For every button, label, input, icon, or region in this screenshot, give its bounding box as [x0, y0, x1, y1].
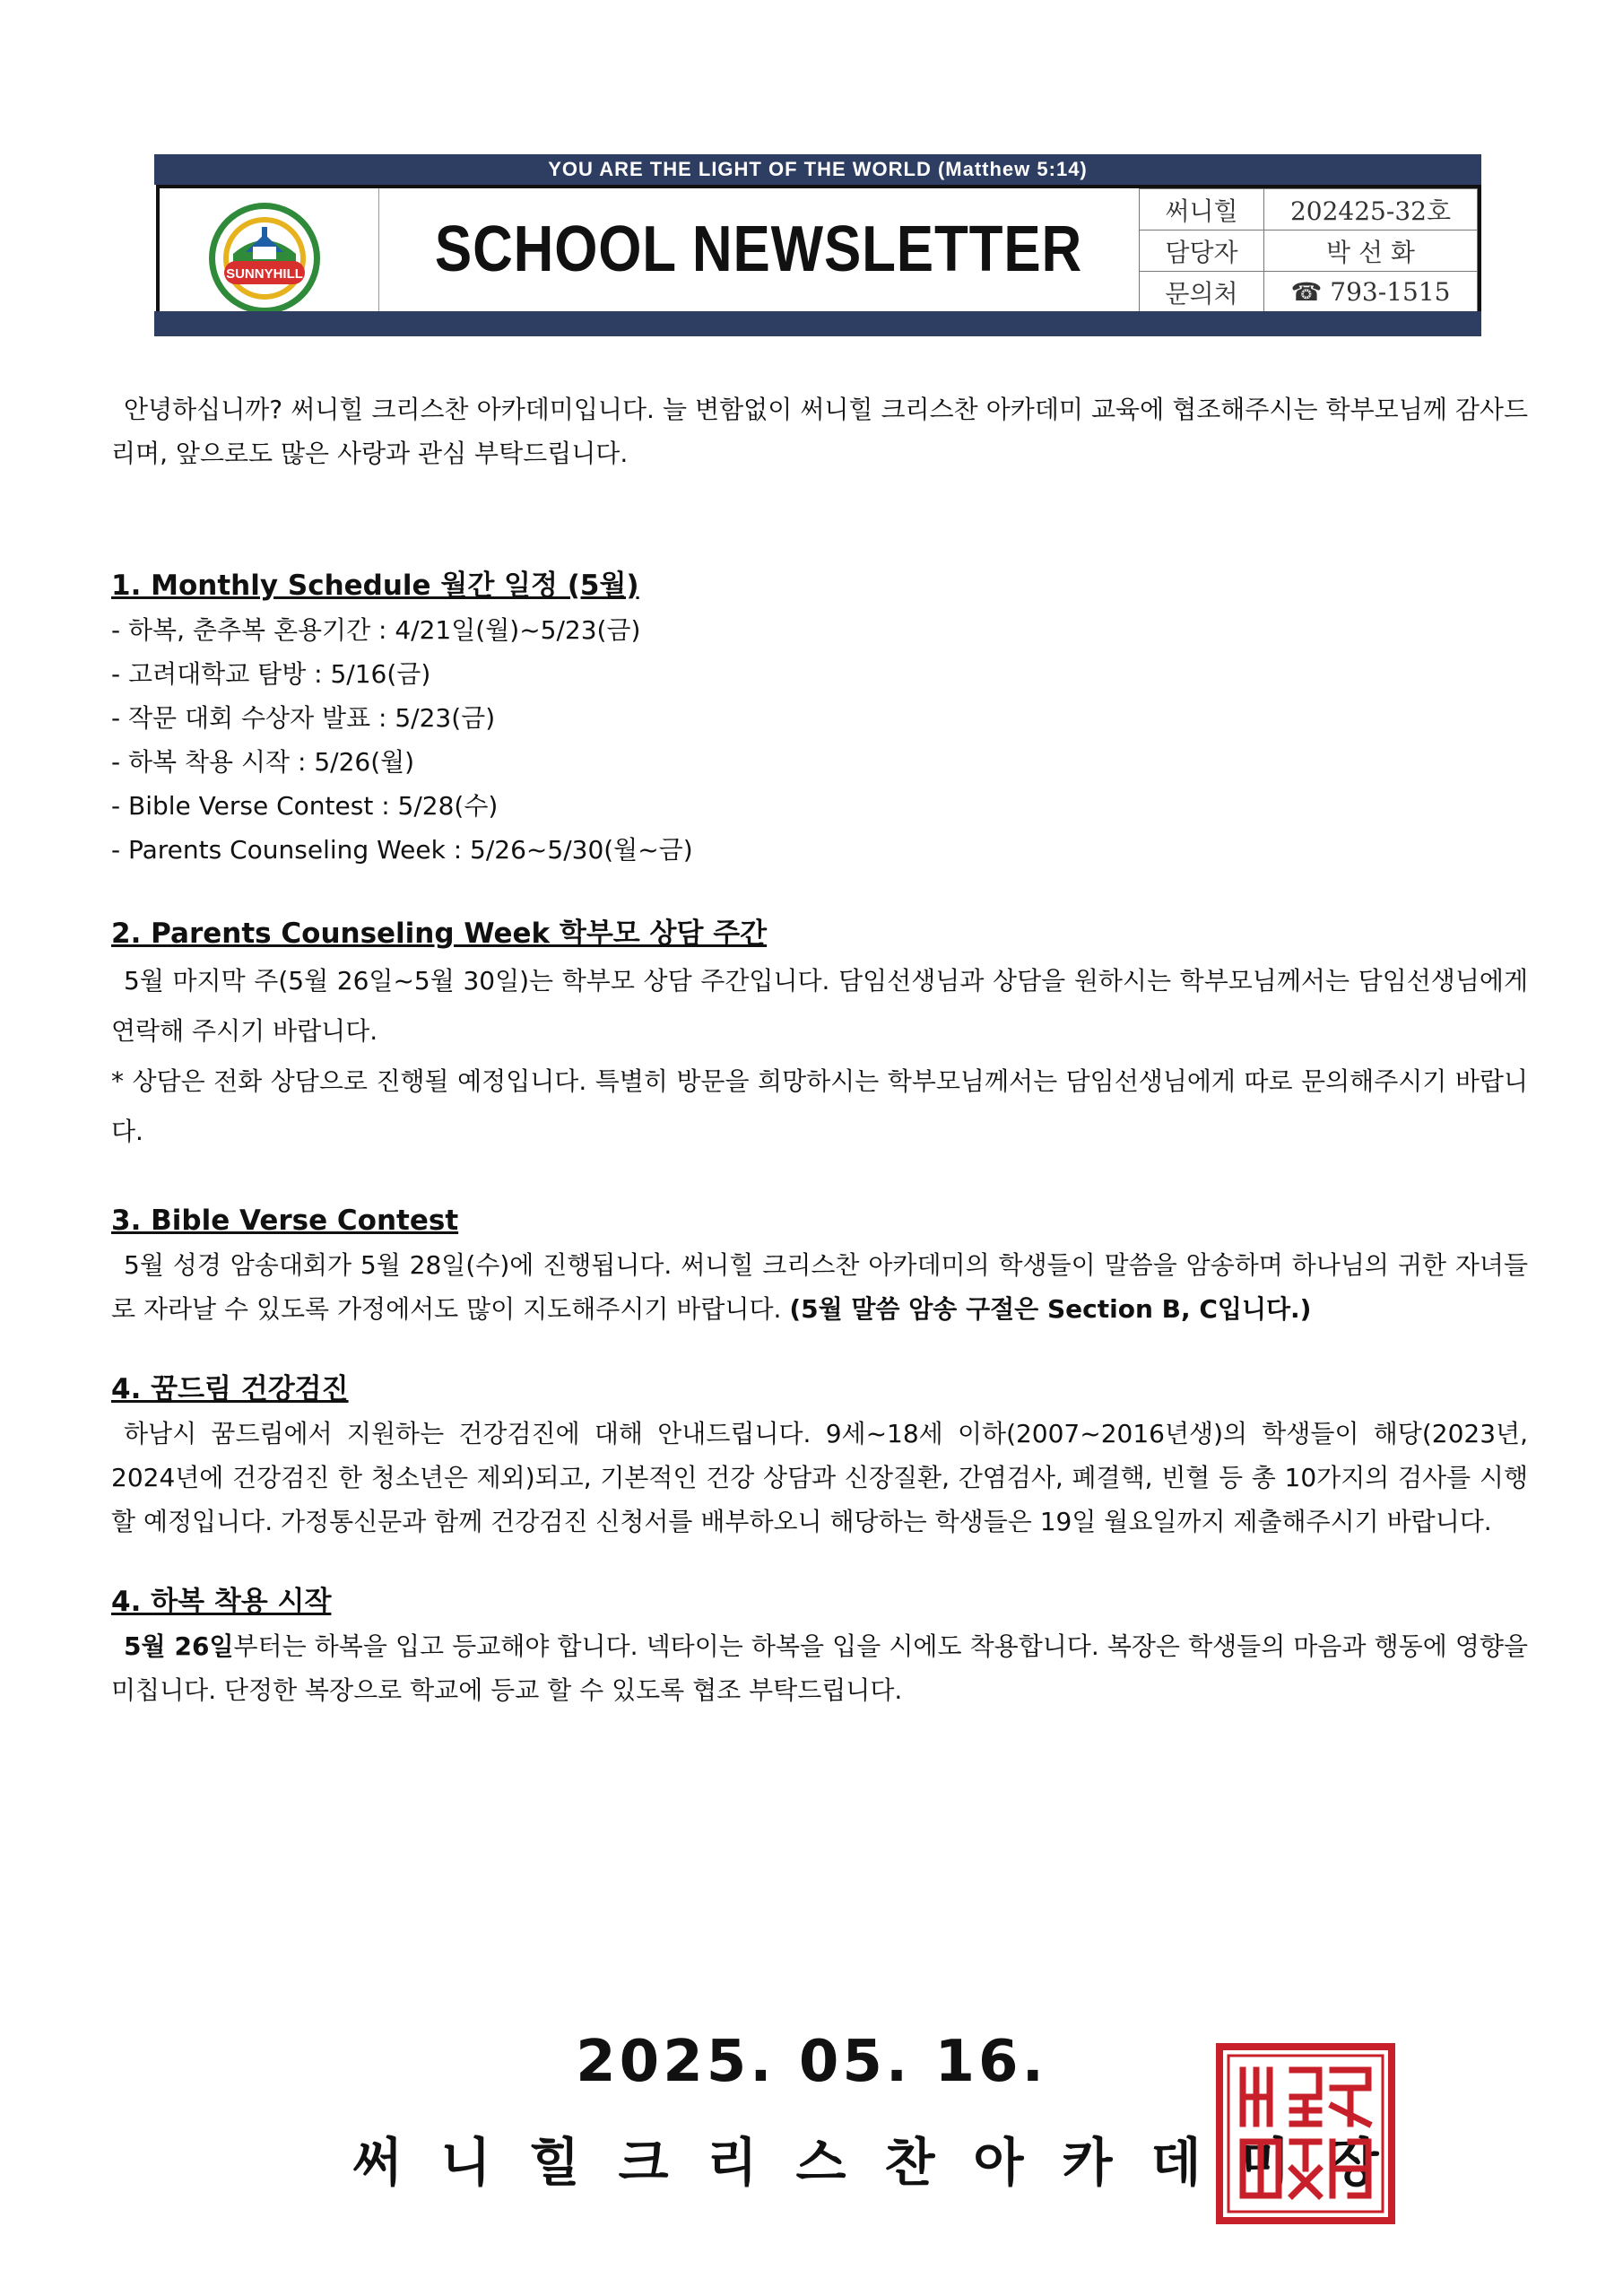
newsletter-title: SCHOOL NEWSLETTER — [434, 213, 1083, 285]
signature-char: 크 — [618, 2132, 671, 2193]
section-title: 4. 하복 착용 시작 — [111, 1586, 332, 1618]
paragraph-text: 부터는 하복을 입고 등교해야 합니다. 넥타이는 하복을 입을 시에도 착용합니다. 복장은 학생들의 마음과 행동에 영향을 미칩니다. 단정한 복장으로 학교에 등교 할 수 있도록 협조 부탁드립니다. — [111, 1631, 1529, 1705]
section-title: 3. Bible Verse Contest — [111, 1205, 459, 1237]
paragraph — [111, 1624, 1528, 1712]
header-bottom-bar — [154, 311, 1481, 336]
list-item: - 하복, 춘추복 혼용기간 : 4/21일(월)~5/23(금) — [111, 615, 641, 645]
list-item: - 작문 대회 수상자 발표 : 5/23(금) — [111, 703, 496, 733]
paragraph: * 상담은 전화 상담으로 진행될 예정입니다. 특별히 방문을 희망하시는 학부모님께서는 담임선생님에게 따로 문의해주시기 바랍니다. — [111, 1066, 1528, 1146]
list-item: - Parents Counseling Week : 5/26~5/30(월~금) — [111, 835, 693, 865]
school-logo-icon — [206, 200, 323, 317]
list-item: - 하복 착용 시작 : 5/26(월) — [111, 747, 415, 777]
header-box — [156, 185, 1481, 315]
signature-char: 힐 — [529, 2132, 582, 2193]
logo-cell — [160, 188, 379, 311]
signature-char: 카 — [1062, 2132, 1115, 2193]
signature-char: 장 — [1328, 2132, 1381, 2193]
signature-char: 데 — [1150, 2132, 1203, 2193]
info-key: 문의처 — [1140, 272, 1264, 313]
info-value: ☎ 793-1515 — [1264, 272, 1478, 313]
official-seal-icon — [1216, 2043, 1395, 2224]
signature-char: 찬 — [884, 2132, 937, 2193]
signature-char: 미 — [1239, 2132, 1292, 2193]
list-item: - Bible Verse Contest : 5/28(수) — [111, 791, 499, 821]
issue-date: 2025. 05. 16. — [576, 2029, 1047, 2095]
section-title: 4. 꿈드림 건강검진 — [111, 1373, 349, 1405]
info-key: 써니힐 — [1140, 189, 1264, 230]
logo-text: SUNNYHILL — [226, 266, 303, 282]
info-row — [1140, 230, 1478, 272]
signature-char: 스 — [795, 2132, 848, 2193]
newsletter-body — [111, 387, 1528, 1712]
paragraph-bold-text: (5월 말씀 암송 구절은 Section B, C입니다.) — [789, 1294, 1312, 1324]
paragraph: 하남시 꿈드림에서 지원하는 건강검진에 대해 안내드립니다. 9세~18세 이하(2007~2016년생)의 학생들이 해당(2023년, 2024년에 건강검진 한 청소년은 제외)되고, 기본적인 건강 상담과 신장질환, 간염검사, 폐결핵, 빈혈 등 총 10가지의 검사를 시행할 예정입니다. 가정통신문과 함께 건강검진 신청서를 배부하오니 해당하는 학생들은 19일 월요일까지 제출해주시기 바랍니다. — [111, 1419, 1528, 1536]
intro-paragraph: 안녕하십니까? 써니힐 크리스찬 아카데미입니다. 늘 변함없이 써니힐 크리스찬 아카데미 교육에 협조해주시는 학부모님께 감사드리며, 앞으로도 많은 사랑과 관심 부탁드립니다. — [111, 395, 1528, 468]
paragraph-bold-text: 5월 26일 — [124, 1631, 234, 1661]
section-title: 1. Monthly Schedule 월간 일정 (5월) — [111, 570, 639, 602]
info-table — [1139, 188, 1478, 313]
signature-char: 아 — [973, 2132, 1026, 2193]
newsletter-header — [154, 154, 1481, 336]
paragraph: 5월 마지막 주(5월 26일~5월 30일)는 학부모 상담 주간입니다. 담임선생님과 상담을 원하시는 학부모님께서는 담임선생님에게 연락해 주시기 바랍니다. — [111, 966, 1528, 1046]
info-key: 담당자 — [1140, 230, 1264, 272]
signature-char: 리 — [707, 2132, 759, 2193]
motto-bar: YOU ARE THE LIGHT OF THE WORLD (Matthew 5:14) — [154, 154, 1481, 185]
info-row — [1140, 189, 1478, 230]
info-row — [1140, 272, 1478, 313]
paragraph-text: 5월 성경 암송대회가 5월 28일(수)에 진행됩니다. 써니힐 크리스찬 아카데미의 학생들이 말씀을 암송하며 하나님의 귀한 자녀들로 자라날 수 있도록 가정에서도 많이 지도해주시기 바랍니다. — [111, 1250, 1528, 1324]
list-item: - 고려대학교 탐방 : 5/16(금) — [111, 659, 431, 689]
info-value: 202425-32호 — [1264, 189, 1478, 230]
paragraph — [111, 1243, 1528, 1331]
signature-char: 써 — [352, 2132, 404, 2193]
section-title: 2. Parents Counseling Week 학부모 상담 주간 — [111, 918, 768, 950]
signature-char: 니 — [440, 2132, 493, 2193]
info-value: 박 선 화 — [1264, 230, 1478, 272]
